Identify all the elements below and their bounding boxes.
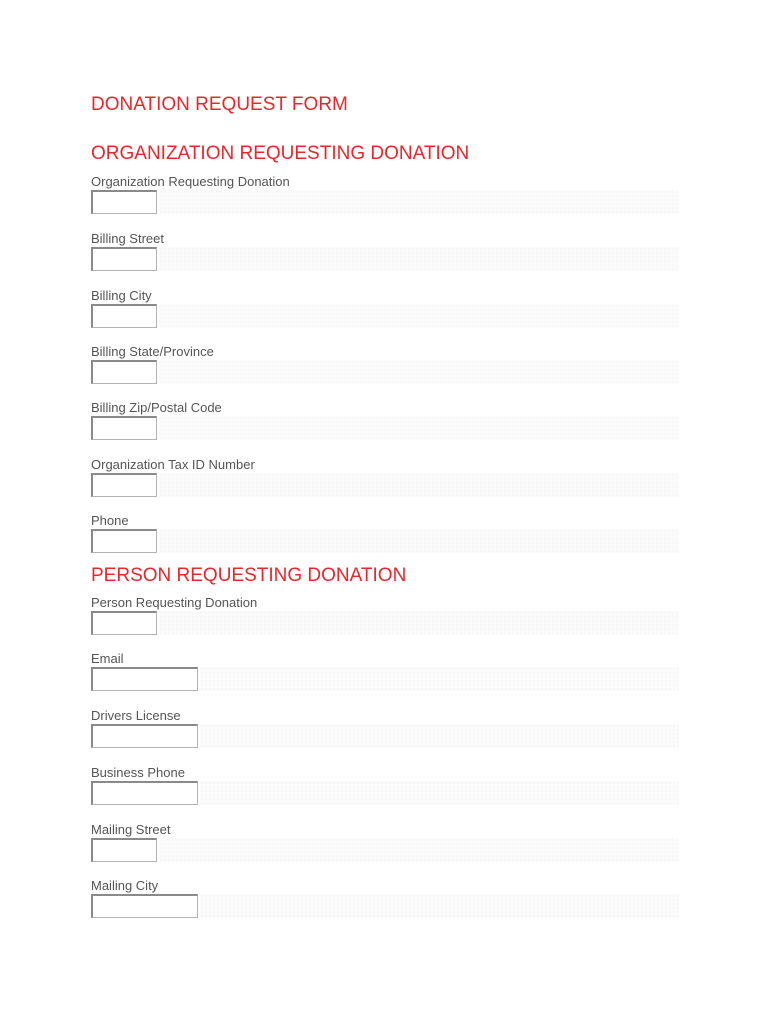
billing-state-input[interactable] [91, 360, 157, 384]
field-label: Mailing City [91, 878, 159, 893]
business-phone-input[interactable] [91, 781, 198, 805]
field-label: Billing State/Province [91, 344, 214, 359]
field-label: Email [91, 651, 124, 666]
field-label: Organization Requesting Donation [91, 174, 290, 189]
mailing-city-input[interactable] [91, 894, 198, 918]
field-row [91, 190, 679, 214]
field-organization-tax-id [91, 457, 679, 501]
field-fill-area[interactable] [159, 416, 679, 440]
form-title: DONATION REQUEST FORM [91, 94, 348, 115]
field-row [91, 667, 679, 691]
field-phone [91, 513, 679, 557]
field-label: Billing City [91, 288, 152, 303]
field-fill-area[interactable] [159, 529, 679, 553]
field-row [91, 360, 679, 384]
billing-zip-input[interactable] [91, 416, 157, 440]
field-row [91, 894, 679, 918]
field-label: Person Requesting Donation [91, 595, 258, 610]
person-name-input[interactable] [91, 611, 157, 635]
section-heading-person: PERSON REQUESTING DONATION [91, 565, 407, 586]
field-row [91, 781, 679, 805]
field-fill-area[interactable] [200, 667, 679, 691]
field-mailing-street [91, 822, 679, 866]
organization-name-input[interactable] [91, 190, 157, 214]
phone-input[interactable] [91, 529, 157, 553]
field-fill-area[interactable] [159, 190, 679, 214]
field-fill-area[interactable] [200, 894, 679, 918]
field-billing-city [91, 288, 679, 332]
field-fill-area[interactable] [159, 838, 679, 862]
field-label: Mailing Street [91, 822, 171, 837]
field-row [91, 724, 679, 748]
field-row [91, 838, 679, 862]
tax-id-input[interactable] [91, 473, 157, 497]
mailing-street-input[interactable] [91, 838, 157, 862]
field-fill-area[interactable] [200, 724, 679, 748]
field-organization-requesting-donation [91, 174, 679, 218]
field-fill-area[interactable] [159, 304, 679, 328]
email-input[interactable] [91, 667, 198, 691]
billing-city-input[interactable] [91, 304, 157, 328]
field-label: Phone [91, 513, 129, 528]
field-email [91, 651, 679, 695]
field-billing-street [91, 231, 679, 275]
drivers-license-input[interactable] [91, 724, 198, 748]
billing-street-input[interactable] [91, 247, 157, 271]
field-mailing-city [91, 878, 679, 922]
field-drivers-license [91, 708, 679, 752]
field-fill-area[interactable] [159, 473, 679, 497]
field-fill-area[interactable] [159, 611, 679, 635]
field-row [91, 473, 679, 497]
field-fill-area[interactable] [159, 247, 679, 271]
field-row [91, 247, 679, 271]
field-fill-area[interactable] [200, 781, 679, 805]
field-business-phone [91, 765, 679, 809]
section-heading-organization: ORGANIZATION REQUESTING DONATION [91, 143, 470, 164]
field-row [91, 304, 679, 328]
field-label: Business Phone [91, 765, 185, 780]
field-label: Organization Tax ID Number [91, 457, 255, 472]
field-label: Billing Street [91, 231, 164, 246]
field-label: Drivers License [91, 708, 181, 723]
field-fill-area[interactable] [159, 360, 679, 384]
field-row [91, 611, 679, 635]
field-person-requesting-donation [91, 595, 679, 639]
field-billing-zip-postal-code [91, 400, 679, 444]
field-row [91, 416, 679, 440]
field-billing-state-province [91, 344, 679, 388]
field-row [91, 529, 679, 553]
field-label: Billing Zip/Postal Code [91, 400, 222, 415]
